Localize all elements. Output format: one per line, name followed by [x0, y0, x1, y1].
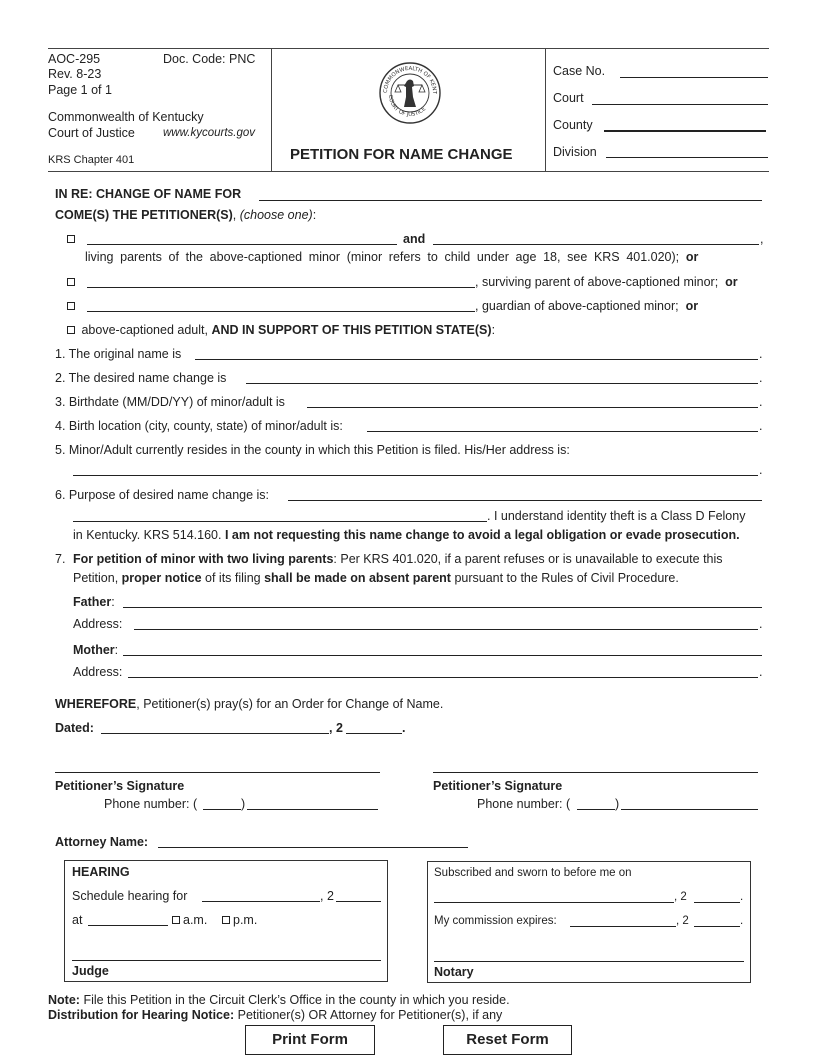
option-guardian-checkbox[interactable]: [67, 299, 78, 313]
item7-text: For petition of minor with two living parents: Per KRS 401.020, if a parent refuses or is unavailable to execute this: [73, 552, 723, 566]
svg-text:COMMONWEALTH OF KENTUCKY: COMMONWEALTH OF KENT: [382, 65, 438, 95]
website: www.kycourts.gov: [163, 127, 256, 139]
attorney-label: Attorney Name:: [55, 835, 149, 849]
header-top-rule: [48, 48, 769, 49]
print-form-button[interactable]: Print Form: [245, 1025, 375, 1055]
schedule-hearing-label: Schedule hearing for: [72, 889, 188, 903]
subscribed-text: Subscribed and sworn to before me on: [434, 867, 632, 879]
notary-signature-field[interactable]: [434, 961, 744, 962]
judge-signature-field[interactable]: [72, 960, 381, 961]
reset-form-button[interactable]: Reset Form: [443, 1025, 572, 1055]
parent1-name-field[interactable]: [87, 244, 397, 245]
header-divider-right: [545, 48, 546, 171]
petitioner2-phone-label: Phone number: (: [477, 797, 571, 811]
am-checkbox[interactable]: a.m.: [172, 913, 207, 927]
item-desired-name-label: 2. The desired name change is: [55, 371, 227, 385]
court-of-justice: Court of Justice: [48, 126, 135, 140]
doc-code: Doc. Code: PNC: [163, 52, 256, 66]
mother-address-label: Address:: [73, 665, 123, 679]
commonwealth: Commonwealth of Kentucky: [48, 110, 204, 124]
item-purpose-label: 6. Purpose of desired name change is:: [55, 488, 270, 502]
item-residence-label: 5. Minor/Adult currently resides in the county in which this Petition is filed. His/Her address is:: [55, 443, 570, 457]
mother-field[interactable]: [123, 655, 762, 656]
item-birth-location-label: 4. Birth location (city, county, state) of minor/adult is:: [55, 419, 343, 433]
notary-label: Notary: [434, 965, 474, 979]
case-no-label: Case No.: [553, 64, 606, 78]
petitioner2-signature-label: Petitioner’s Signature: [433, 779, 563, 793]
original-name-field[interactable]: [195, 359, 758, 360]
option-living-parents-checkbox[interactable]: [67, 232, 78, 246]
purpose-field-line2[interactable]: [73, 521, 487, 522]
petitioner1-phone-field[interactable]: [247, 809, 378, 810]
form-id: AOC-295: [48, 52, 101, 66]
commission-year-field[interactable]: [694, 926, 740, 927]
surviving-parent-field[interactable]: [87, 287, 475, 288]
page-number: Page 1 of 1: [48, 83, 112, 97]
commission-label: My commission expires:: [434, 915, 557, 927]
petitioner1-area-code-field[interactable]: [203, 809, 241, 810]
item-birthdate-label: 3. Birthdate (MM/DD/YY) of minor/adult is: [55, 395, 285, 409]
court-field[interactable]: [592, 104, 768, 105]
commission-date-field[interactable]: [570, 926, 676, 927]
surviving-text: , surviving parent of above-captioned minor; or: [475, 275, 738, 289]
hearing-year-field[interactable]: [336, 901, 381, 902]
hearing-time-field[interactable]: [88, 925, 168, 926]
svg-text:COURT OF JUSTICE: COURT OF JUSTICE: [386, 94, 428, 119]
father-field[interactable]: [123, 607, 762, 608]
item7-text-line2: Petition, proper notice of its filing shall be made on absent parent pursuant to the Rules of Civil Procedure.: [73, 571, 679, 585]
dated-label: Dated:: [55, 721, 94, 735]
krs-chapter: KRS Chapter 401: [48, 154, 135, 166]
petitioner1-signature-label: Petitioner’s Signature: [55, 779, 185, 793]
hearing-date-field[interactable]: [202, 901, 320, 902]
birthdate-field[interactable]: [307, 407, 758, 408]
court-label: Court: [553, 91, 584, 105]
county-field[interactable]: [604, 130, 766, 132]
mother-label: Mother:: [73, 643, 119, 657]
county-label: County: [553, 118, 593, 132]
case-no-field[interactable]: [620, 77, 768, 78]
in-re-label: IN RE: CHANGE OF NAME FOR: [55, 187, 242, 201]
address-field[interactable]: [73, 475, 758, 476]
judge-label: Judge: [72, 964, 109, 978]
mother-address-field[interactable]: [128, 677, 758, 678]
hearing-title: HEARING: [72, 865, 130, 879]
item7-num: 7.: [55, 552, 66, 566]
pm-checkbox[interactable]: p.m.: [222, 913, 257, 927]
wherefore-text: WHEREFORE, Petitioner(s) pray(s) for an Order for Change of Name.: [55, 697, 444, 711]
and-label: and: [403, 232, 426, 246]
comes-petitioner: COME(S) THE PETITIONER(S), (choose one):: [55, 208, 317, 222]
distribution-text: Distribution for Hearing Notice: Petitioner(s) OR Attorney for Petitioner(s), if any: [48, 1008, 503, 1022]
living-parents-text: living parents of the above-captioned minor (minor refers to child under age 18, see KRS 401.020); or: [85, 250, 699, 264]
petitioner1-phone-label: Phone number: (: [104, 797, 198, 811]
hearing-at-label: at: [72, 913, 83, 927]
dated-field[interactable]: [101, 733, 329, 734]
identity-theft-text: . I understand identity theft is a Class D Felony: [487, 509, 746, 523]
item-original-name-label: 1. The original name is: [55, 347, 182, 361]
guardian-text: , guardian of above-captioned minor; or: [475, 299, 699, 313]
division-label: Division: [553, 145, 597, 159]
option-surviving-checkbox[interactable]: [67, 275, 78, 289]
not-requesting-text: in Kentucky. KRS 514.160. I am not requesting this name change to avoid a legal obligation or evade prosecution.: [73, 528, 740, 542]
header-divider-left: [271, 48, 272, 171]
parent2-name-field[interactable]: [433, 244, 759, 245]
petitioner1-signature-field[interactable]: [55, 772, 380, 773]
division-field[interactable]: [606, 157, 768, 158]
guardian-field[interactable]: [87, 311, 475, 312]
petitioner2-area-code-field[interactable]: [577, 809, 615, 810]
birth-location-field[interactable]: [367, 431, 758, 432]
father-address-label: Address:: [73, 617, 123, 631]
court-seal-icon: [378, 61, 442, 125]
revision: Rev. 8-23: [48, 67, 102, 81]
petitioner2-phone-field[interactable]: [621, 809, 758, 810]
sworn-date-field[interactable]: [434, 902, 674, 903]
sworn-year-field[interactable]: [694, 902, 740, 903]
attorney-name-field[interactable]: [158, 847, 468, 848]
desired-name-field[interactable]: [246, 383, 758, 384]
header-bottom-rule: [48, 171, 769, 172]
note-text: Note: File this Petition in the Circuit Clerk’s Office in the county in which you reside.: [48, 993, 510, 1007]
petitioner2-signature-field[interactable]: [433, 772, 758, 773]
option-adult-checkbox[interactable]: above-captioned adult, AND IN SUPPORT OF THIS PETITION STATE(S):: [67, 323, 495, 337]
purpose-field-line1[interactable]: [288, 500, 762, 501]
in-re-name-field[interactable]: [259, 200, 762, 201]
page-title: PETITION FOR NAME CHANGE: [290, 146, 513, 163]
dated-year-field[interactable]: [346, 733, 402, 734]
father-label: Father:: [73, 595, 115, 609]
father-address-field[interactable]: [134, 629, 758, 630]
